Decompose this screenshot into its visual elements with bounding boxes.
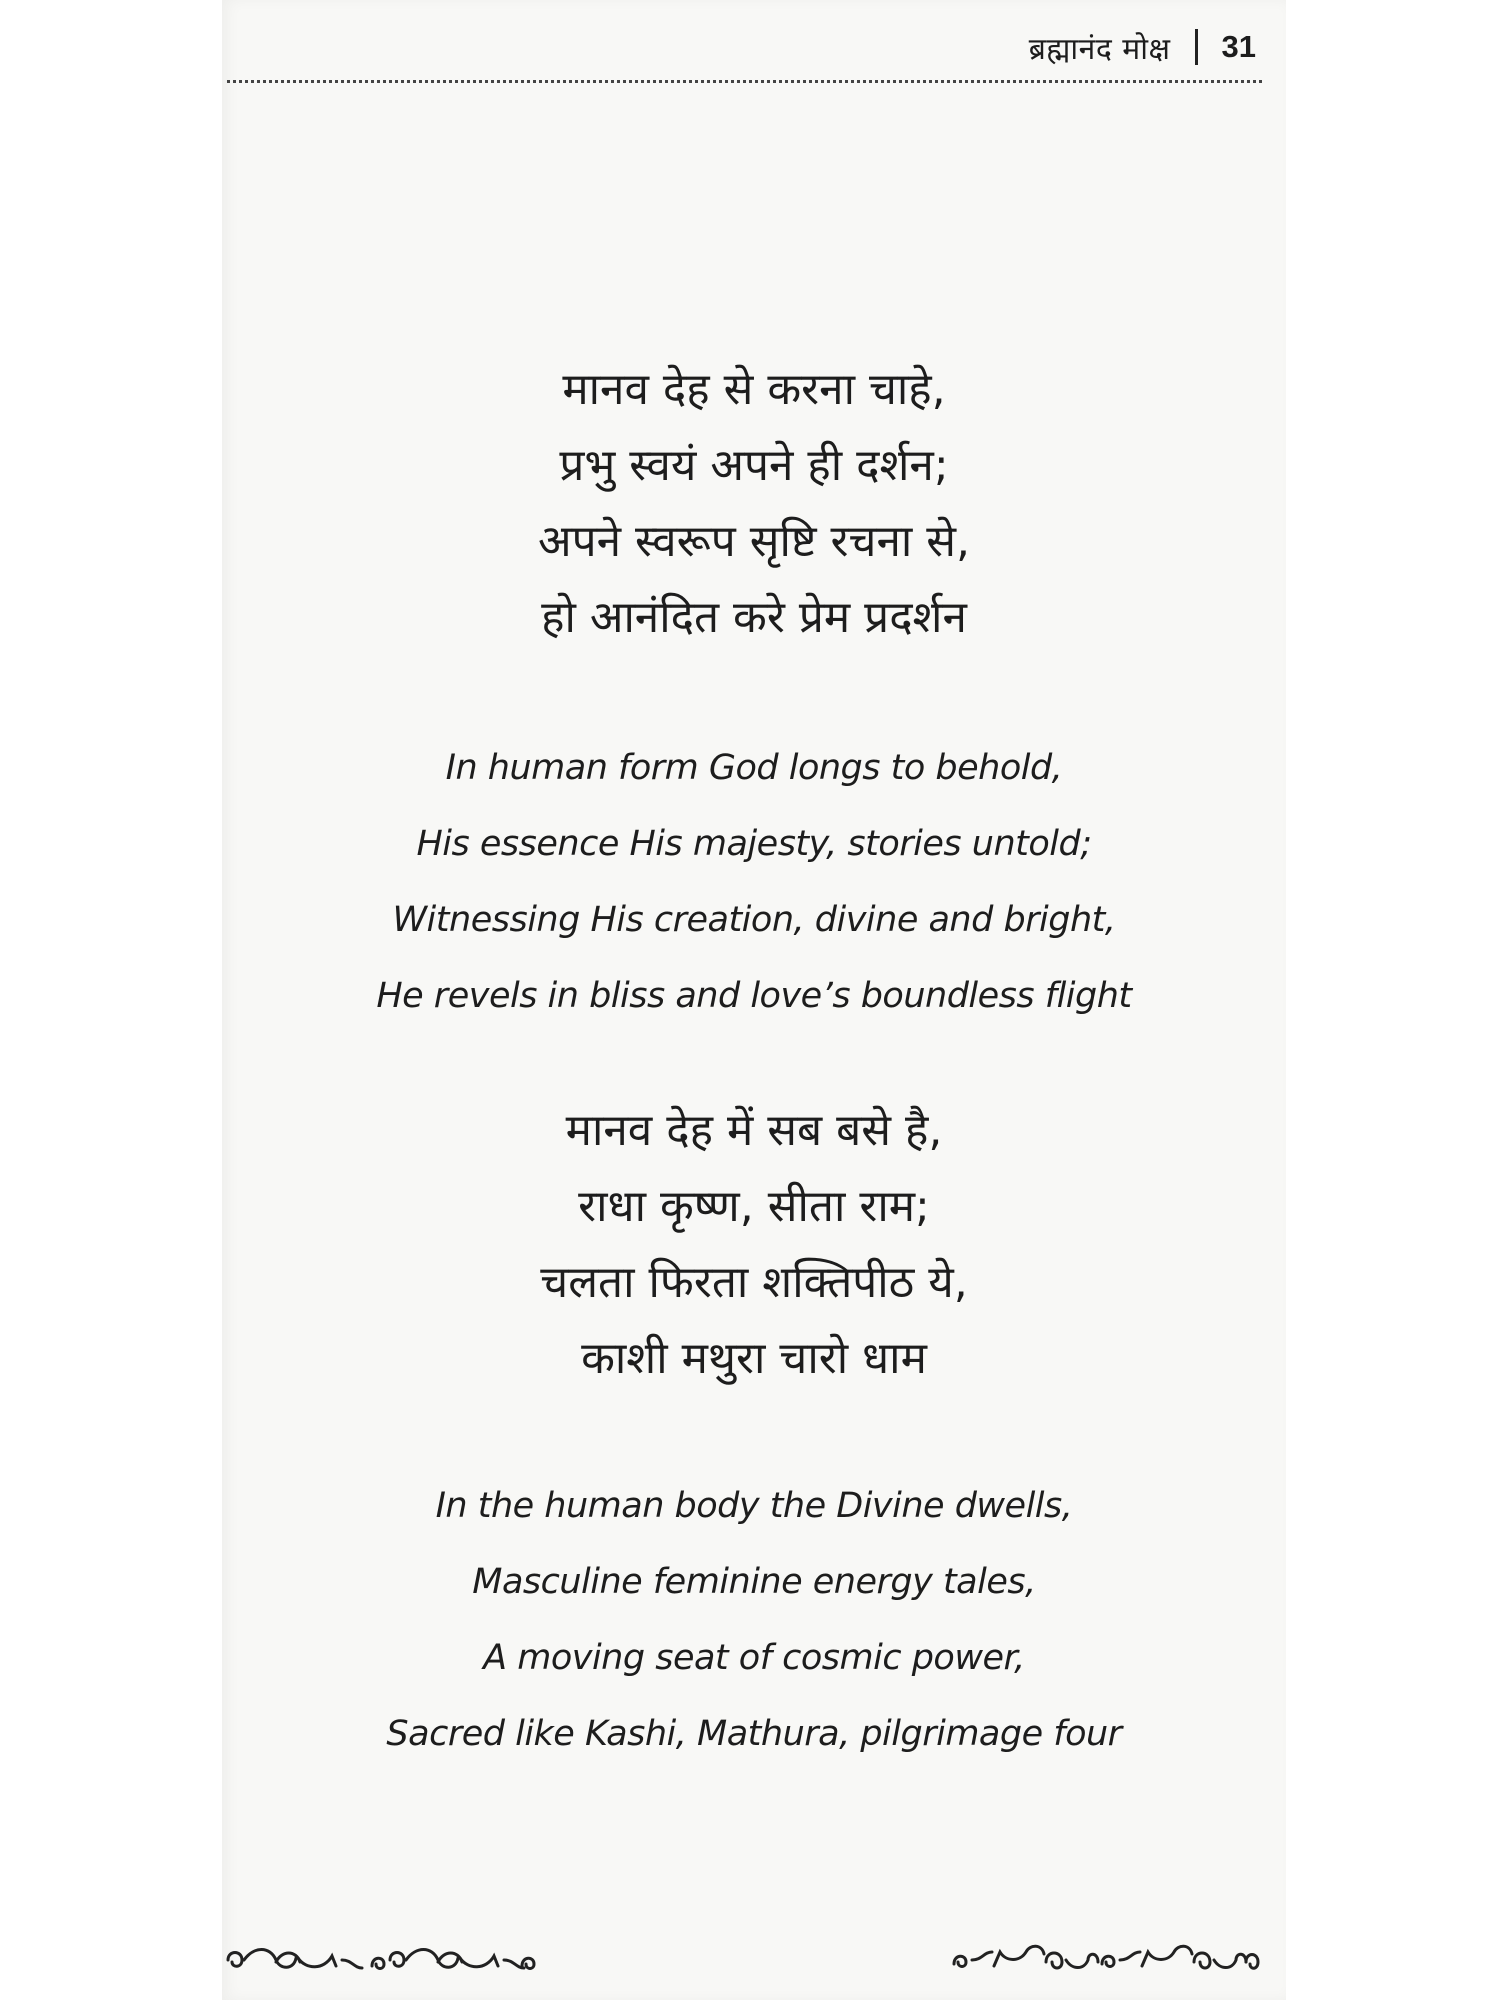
verse-line: In human form God longs to behold, [445, 748, 1063, 788]
verse-line: चलता फिरता शक्तिपीठ ये, [540, 1257, 968, 1308]
scroll-ornament-icon [222, 1940, 542, 1974]
verse-line: In the human body the Divine dwells, [435, 1486, 1073, 1526]
verse-line: हो आनंदित करे प्रेम प्रदर्शन [541, 592, 967, 643]
verse-line: His essence His majesty, stories untold; [416, 824, 1092, 864]
verse-line: He revels in bliss and love’s boundless flight [376, 976, 1132, 1016]
verse-line: राधा कृष्ण, सीता राम; [578, 1181, 930, 1232]
book-title: ब्रह्मानंद मोक्ष [1028, 31, 1171, 67]
verse-line: प्रभु स्वयं अपने ही दर्शन; [559, 440, 949, 491]
english-stanza-1 [222, 730, 1286, 1034]
verse-line: A moving seat of cosmic power, [483, 1638, 1025, 1678]
verse-line: अपने स्वरूप सृष्टि रचना से, [537, 516, 971, 567]
hindi-stanza-2 [222, 1093, 1286, 1397]
hindi-stanza-1 [222, 352, 1286, 656]
verse-line: काशी मथुरा चारो धाम [581, 1333, 927, 1384]
header-dotted-rule [227, 80, 1262, 83]
verse-line: Witnessing His creation, divine and bright, [392, 900, 1116, 940]
verse-line: Masculine feminine energy tales, [472, 1562, 1036, 1602]
verse-line: मानव देह से करना चाहे, [562, 364, 946, 415]
scroll-ornament-icon [946, 1940, 1266, 1974]
page-number: 31 [1221, 29, 1256, 64]
book-page [222, 0, 1286, 2000]
verse-line: मानव देह में सब बसे है, [565, 1105, 943, 1156]
header-separator [1195, 29, 1198, 65]
verse-line: Sacred like Kashi, Mathura, pilgrimage four [386, 1714, 1122, 1754]
english-stanza-2 [222, 1468, 1286, 1772]
running-header [1029, 22, 1256, 72]
